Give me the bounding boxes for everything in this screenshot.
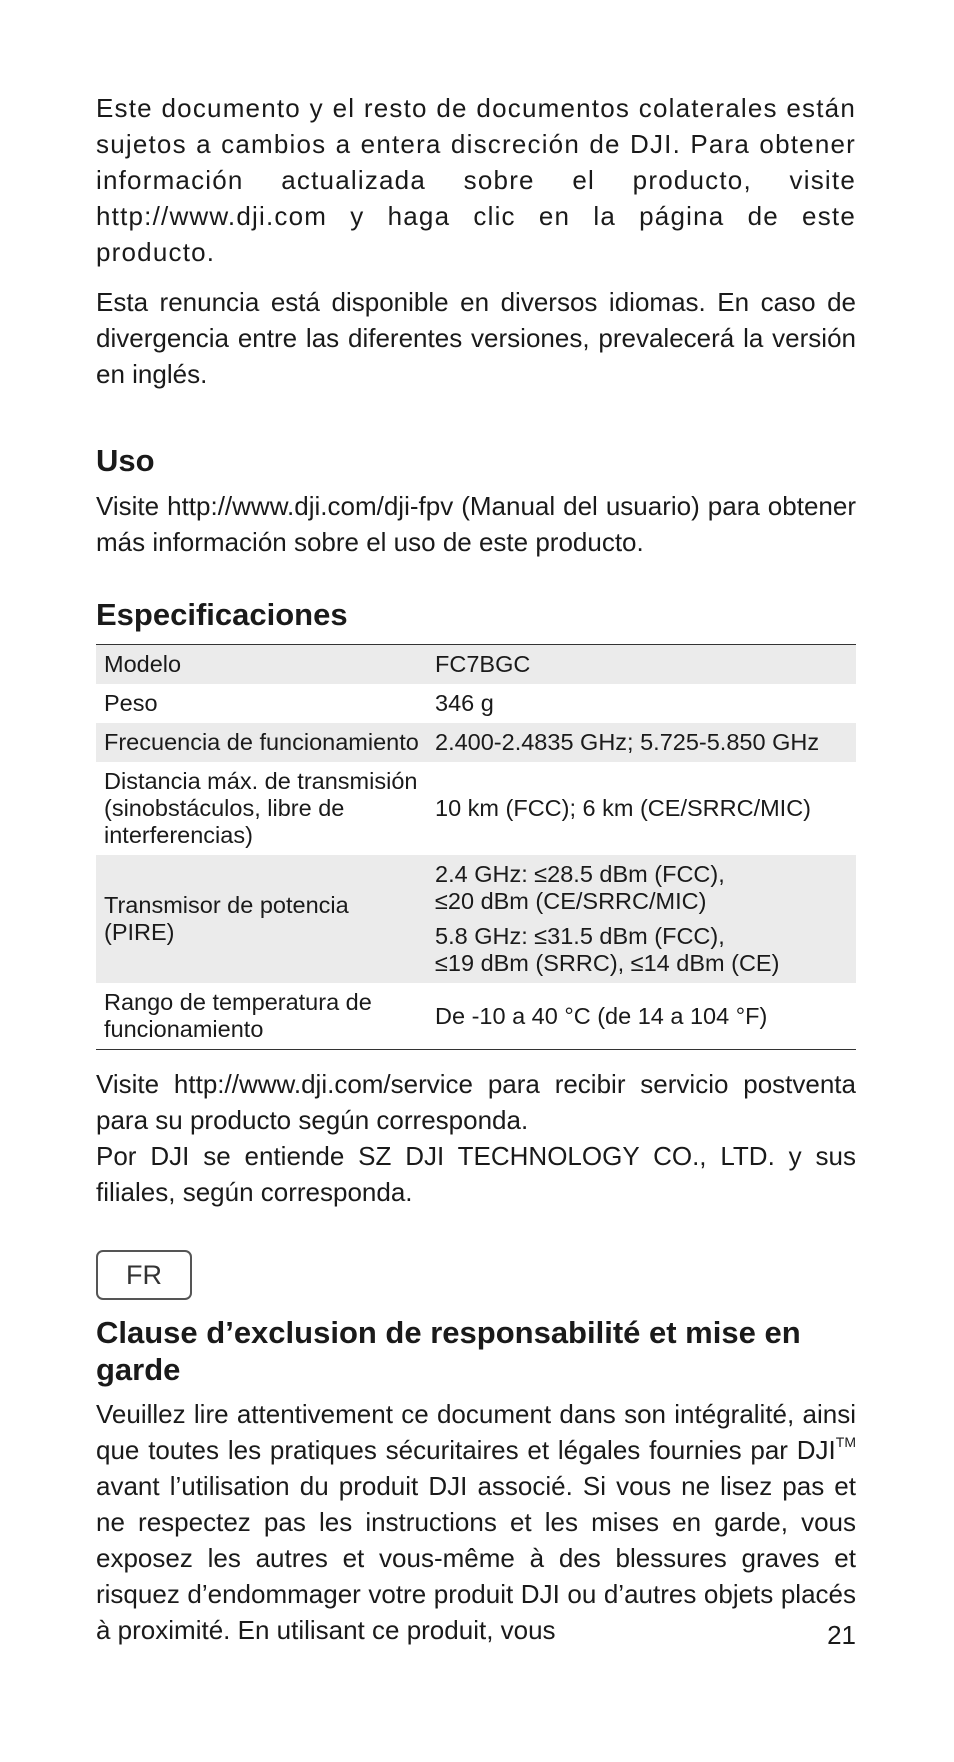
spec-value — [427, 855, 856, 983]
spec-value-gap — [435, 915, 848, 923]
especificaciones-heading: Especificaciones — [96, 597, 348, 632]
fr-text-part-1: Veuillez lire attentivement ce document dans son intégralité, ainsi que toutes les pratiques sécuritaires et légales fournies par DJI — [96, 1399, 856, 1465]
table-row — [96, 762, 856, 855]
document-page — [96, 90, 856, 1662]
table-row — [96, 723, 856, 762]
specifications-table — [96, 644, 856, 1050]
table-row — [96, 983, 856, 1050]
table-row — [96, 855, 856, 983]
spec-value: De -10 a 40 °C (de 14 a 104 °F) — [435, 1002, 768, 1029]
table-row — [96, 684, 856, 723]
spec-value: 346 g — [435, 690, 494, 716]
spec-label: Modelo — [96, 645, 427, 685]
fr-heading: Clause d’exclusion de responsabilité et mise en garde — [96, 1315, 801, 1387]
dji-definition-paragraph: Por DJI se entiende SZ DJI TECHNOLOGY CO., LTD. y sus filiales, según corresponda. — [96, 1141, 856, 1207]
trademark-mark: TM — [835, 1434, 856, 1450]
uso-heading: Uso — [96, 443, 155, 478]
spec-label: Peso — [104, 690, 158, 716]
spec-label: Frecuencia de funcionamiento — [96, 723, 427, 762]
fr-paragraph — [96, 1396, 856, 1648]
spec-label: Rango de temperatura de funcionamiento — [104, 989, 372, 1042]
spec-value: 10 km (FCC); 6 km (CE/SRRC/MIC) — [435, 795, 811, 821]
spec-value-line: 2.4 GHz: ≤28.5 dBm (FCC), — [435, 861, 725, 887]
page-number: 21 — [827, 1620, 856, 1650]
spec-value: FC7BGC — [427, 645, 856, 685]
intro-paragraph-1: Este documento y el resto de documentos colaterales están sujetos a cambios a entera discreción de DJI. Para obtener información actualizada sobre el producto, visite http://www.dji.com y haga clic en la página de este producto. — [96, 93, 856, 267]
language-badge-fr: FR — [96, 1250, 192, 1300]
table-row — [96, 645, 856, 685]
spec-value-line: ≤20 dBm (CE/SRRC/MIC) — [435, 888, 707, 914]
spec-label: Transmisor de potencia (PIRE) — [96, 855, 427, 983]
uso-paragraph: Visite http://www.dji.com/dji-fpv (Manual del usuario) para obtener más información sobre el uso de este producto. — [96, 491, 856, 557]
spec-label: Distancia máx. de transmisión (sinobstáculos, libre de interferencias) — [104, 768, 418, 848]
spec-value: 2.400-2.4835 GHz; 5.725-5.850 GHz — [427, 723, 856, 762]
intro-paragraph-2: Esta renuncia está disponible en diversos idiomas. En caso de divergencia entre las diferentes versiones, prevalecerá la versión en inglés. — [96, 287, 856, 389]
spec-value-line: 5.8 GHz: ≤31.5 dBm (FCC), — [435, 923, 725, 949]
service-paragraph: Visite http://www.dji.com/service para recibir servicio postventa para su producto según corresponda. — [96, 1069, 856, 1135]
spec-value-line: ≤19 dBm (SRRC), ≤14 dBm (CE) — [435, 950, 780, 976]
fr-text-part-2: avant l’utilisation du produit DJI associé. Si vous ne lisez pas et ne respectez pas les instructions et les mises en garde, vous exposez les autres et vous-même à des blessures graves et risquez d’endommager votre produit DJI ou d’autres objets placés à proximité. En utilisant ce produit, vous — [96, 1471, 856, 1645]
